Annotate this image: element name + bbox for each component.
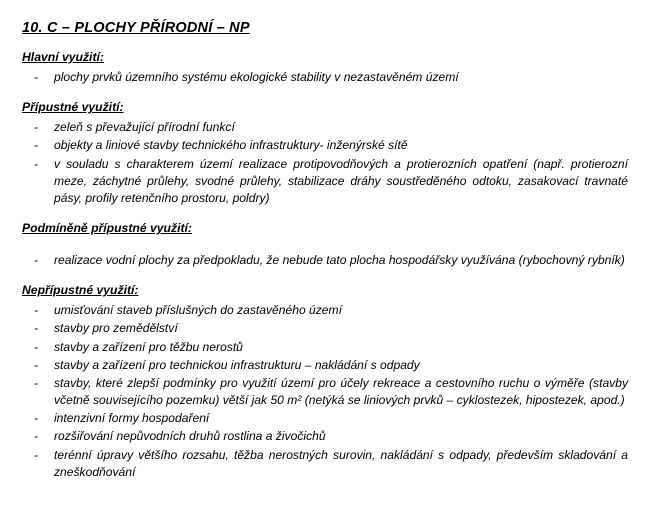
- list-item: [22, 302, 628, 319]
- section-heading: Hlavní využití:: [22, 50, 104, 64]
- list-item-text: stavby, které zlepší podmínky pro využití území pro účely rekreace a cestovního ruchu o výměře (stavby včetně souvisejícího pozemku) větší jak 50 m² (netýká se liniových prvků – cyklostezek, hipostezek, apod.): [54, 375, 628, 408]
- bullet-dash: -: [34, 120, 39, 135]
- list-item: [22, 375, 628, 409]
- section-hlavni-vyuziti: [22, 50, 628, 86]
- bullet-dash: -: [34, 253, 39, 268]
- list-item: [22, 339, 628, 356]
- list-item-text: stavby pro zemědělství: [54, 321, 178, 336]
- list-item-text: intenzivní formy hospodaření: [54, 411, 210, 426]
- list-item-text: zeleň s převažující přírodní funkcí: [54, 120, 235, 135]
- list-item: [22, 252, 628, 269]
- list-item: [22, 447, 628, 481]
- section-nepripustne-vyuziti: [22, 283, 628, 481]
- list-item-text: realizace vodní plochy za předpokladu, že nebude tato plocha hospodářsky využívána (rybochovný rybník): [54, 253, 625, 268]
- bullet-dash: -: [34, 70, 39, 84]
- section-heading: Nepřípustné využití:: [22, 283, 139, 298]
- section-podminene-pripustne-vyuziti: [22, 221, 628, 269]
- list-item-text: stavby a zařízení pro technickou infrastrukturu – nakládání s odpady: [54, 357, 420, 372]
- list-item: [22, 156, 628, 208]
- bullet-dash: -: [34, 303, 39, 318]
- bullet-dash: -: [34, 411, 39, 426]
- section-pripustne-vyuziti: [22, 100, 628, 207]
- section-items: [22, 119, 628, 207]
- section-items: [22, 302, 628, 481]
- bullet-dash: -: [34, 138, 39, 153]
- list-item: [22, 320, 628, 337]
- section-items: [22, 69, 628, 86]
- section-heading: Přípustné využití:: [22, 100, 124, 115]
- list-item: [22, 137, 628, 154]
- section-items: [22, 252, 628, 269]
- bullet-dash: -: [34, 375, 39, 390]
- list-item: [22, 357, 628, 374]
- list-item: [22, 119, 628, 136]
- list-item: [22, 410, 628, 427]
- list-item-text: stavby a zařízení pro těžbu nerostů: [54, 339, 243, 354]
- list-item-text: plochy prvků územního systému ekologické stability v nezastavěném území: [54, 70, 459, 84]
- bullet-dash: -: [34, 339, 39, 354]
- bullet-dash: -: [34, 447, 39, 462]
- bullet-dash: -: [34, 357, 39, 372]
- list-item-text: objekty a liniové stavby technického infrastruktury- inženýrské sítě: [54, 138, 408, 153]
- list-item-text: rozšiřování nepůvodních druhů rostlina a živočichů: [54, 429, 326, 444]
- list-item-text: terénní úpravy většího rozsahu, těžba nerostných surovin, nakládání s odpady, především skladování a zneškodňování: [54, 447, 628, 479]
- list-item-text: v souladu s charakterem území realizace protipovodňových a protierozních opatření (např. protierozní meze, záchytné průlehy, svodné průlehy, stabilizace dráhy soustředěného odtoku, zasakovací travnaté pásy, profily retenčního prostoru, poldry): [54, 156, 628, 205]
- list-item: [22, 69, 628, 86]
- bullet-dash: -: [34, 156, 39, 171]
- page-title: 10. C – PLOCHY PŘÍRODNÍ – NP: [22, 20, 250, 36]
- bullet-dash: -: [34, 429, 39, 444]
- list-item-text: umisťování staveb příslušných do zastavěného území: [54, 303, 342, 318]
- bullet-dash: -: [34, 321, 39, 336]
- section-heading: Podmíněně přípustné využití:: [22, 221, 192, 236]
- list-item: [22, 428, 628, 445]
